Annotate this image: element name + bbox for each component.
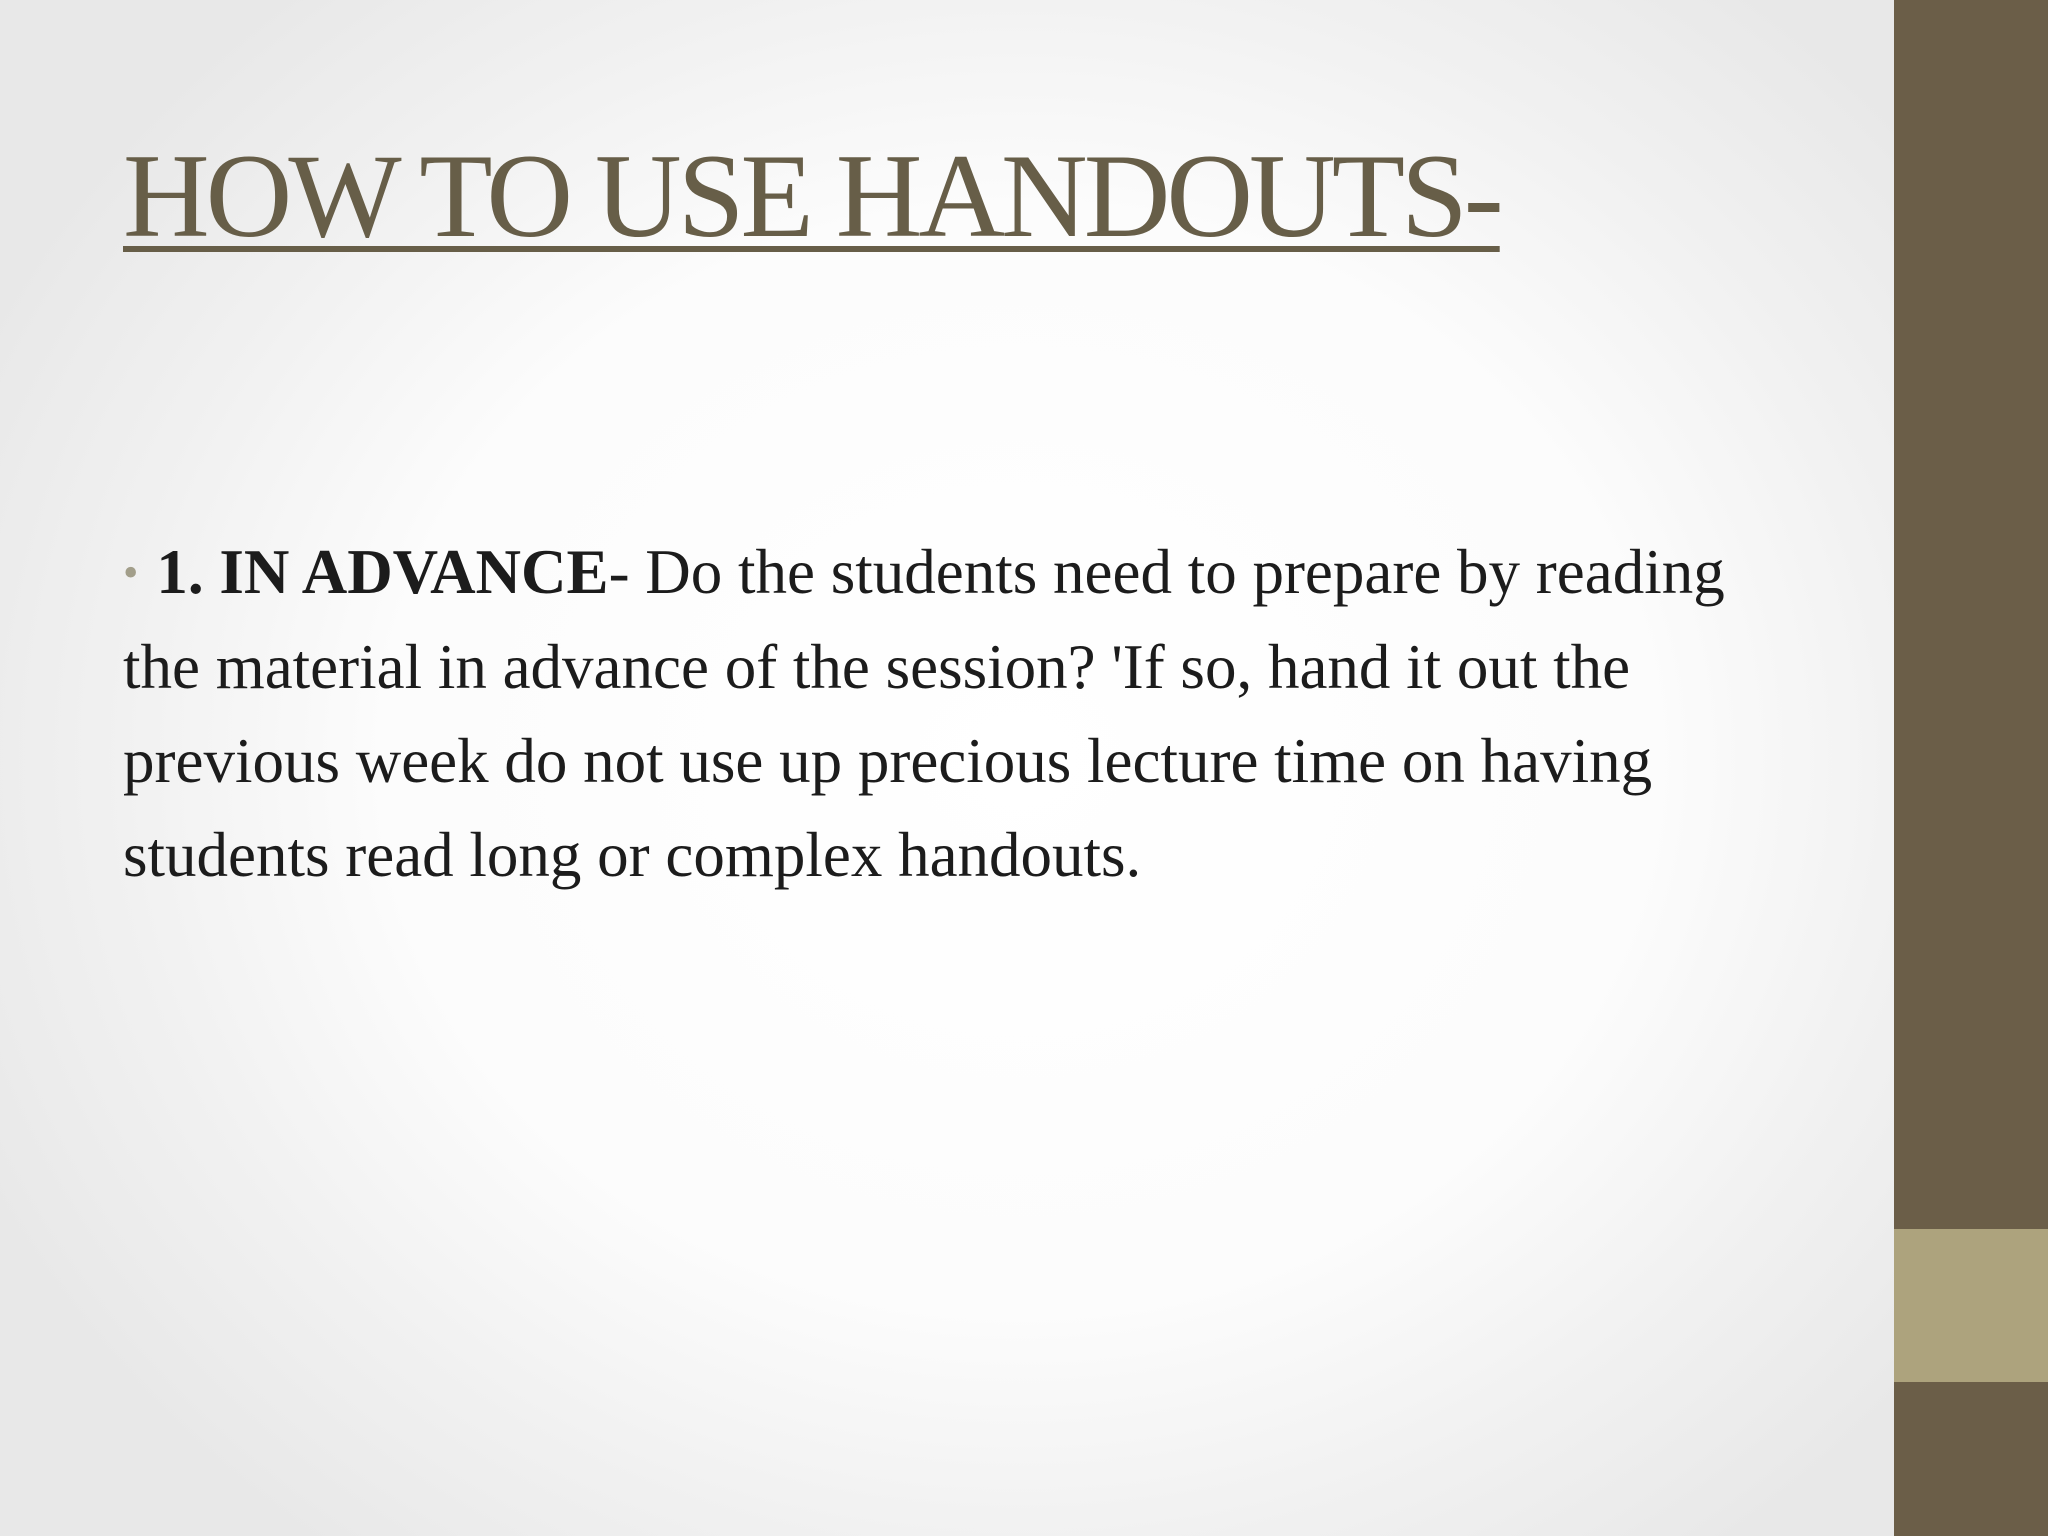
bullet-lead: 1. IN ADVANCE	[156, 537, 609, 607]
bullet-text: - Do the students need to prepare by reading the material in advance of the session? 'If so, hand it out the previous week do not use up precious lecture time on having students read long or complex handouts.	[123, 537, 1725, 890]
slide-title: HOW TO USE HANDOUTS-	[123, 129, 1500, 262]
bullet-marker: •	[123, 548, 139, 597]
bullet-item	[123, 525, 1803, 902]
side-accent-block	[1894, 1229, 2048, 1382]
